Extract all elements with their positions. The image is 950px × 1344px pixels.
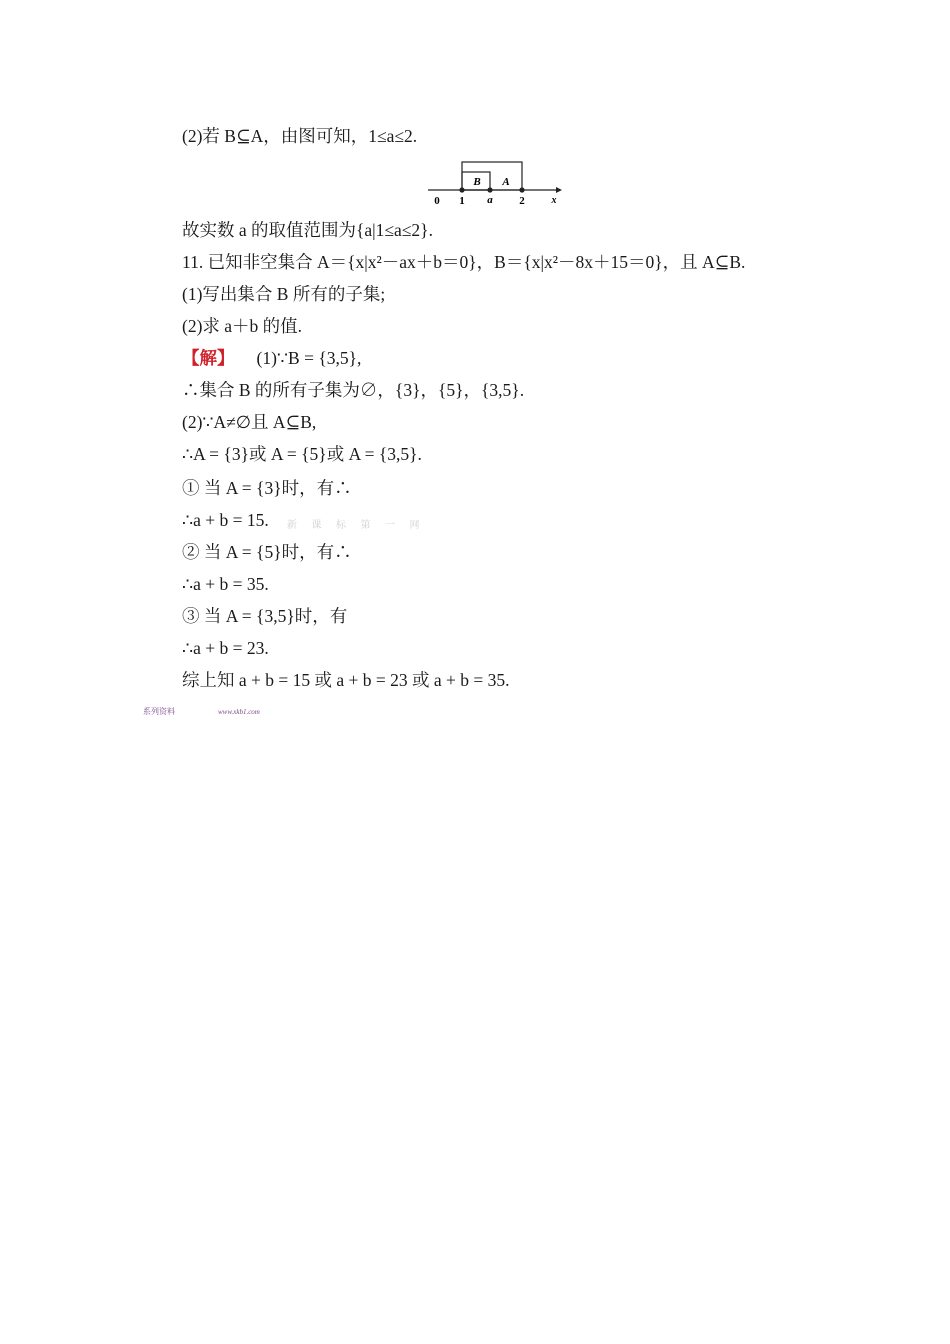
line-problem-11: 11. 已知非空集合 A＝{x|x²－ax＋b＝0}，B＝{x|x²－8x＋15＝0}，且 A⊆B. — [182, 252, 746, 272]
line-case-2-result: ∴a + b = 35. — [182, 574, 269, 594]
footer-series-label: 系列资料 — [143, 707, 175, 716]
line-summary: 综上知 a + b = 15 或 a + b = 23 或 a + b = 35. — [182, 670, 510, 690]
line-case-1-result: ∴a + b = 15. — [182, 510, 269, 530]
tick-label-2: 2 — [519, 195, 525, 207]
watermark: 新 课 标 第 一 网 — [287, 520, 426, 531]
set-a-box — [462, 162, 522, 190]
line-problem-11-part2: (2)求 a＋b 的值. — [182, 316, 303, 336]
point-a — [487, 187, 492, 192]
point-2 — [519, 187, 524, 192]
set-a-label: A — [502, 176, 510, 188]
solution-label: 【解】 — [182, 348, 235, 368]
line-part2-given: (2)∵A≠∅且 A⊆B, — [182, 412, 317, 432]
line-subsets: ∴集合 B 的所有子集为∅，{3}，{5}，{3,5}. — [182, 380, 525, 400]
tick-label-0: 0 — [434, 195, 440, 207]
footer-url[interactable]: www.xkb1.com — [218, 708, 260, 716]
line-solution-start — [182, 346, 361, 370]
tick-label-a: a — [487, 194, 493, 206]
line-case-3-result: ∴a + b = 23. — [182, 638, 269, 658]
line-problem-11-part1: (1)写出集合 B 所有的子集; — [182, 284, 386, 304]
axis-label-x: x — [551, 195, 557, 206]
tick-label-1: 1 — [459, 195, 465, 207]
line-case-1: ① 当 A = {3}时，有∴ — [182, 478, 352, 498]
line-case-2: ② 当 A = {5}时，有∴ — [182, 542, 352, 562]
set-b-label: B — [473, 176, 481, 188]
point-1 — [459, 187, 464, 192]
line-case-3: ③ 当 A = {3,5}时，有 — [182, 606, 348, 626]
number-line-figure — [424, 158, 564, 208]
solution-step-1: (1)∵B = {3,5}, — [256, 348, 362, 368]
line-cases: ∴A = {3}或 A = {5}或 A = {3,5}. — [182, 444, 422, 464]
line-range-conclusion: 故实数 a 的取值范围为{a|1≤a≤2}. — [182, 220, 433, 240]
line-part2-statement: (2)若 B⊆A，由图可知，1≤a≤2. — [182, 126, 418, 146]
axis-arrow — [556, 187, 562, 193]
